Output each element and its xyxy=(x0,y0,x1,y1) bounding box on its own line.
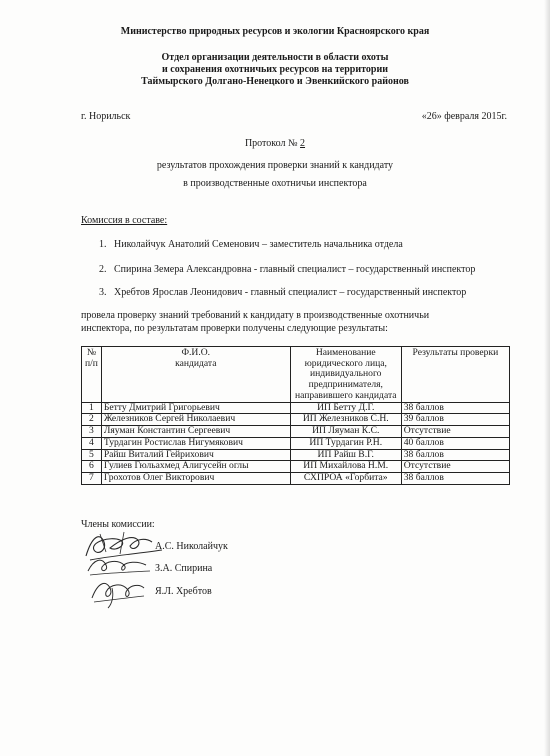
cell-org: ИП Михайлова Н.М. xyxy=(290,461,401,473)
results-table xyxy=(81,346,510,485)
department-line-2: и сохранения охотничьих ресурсов на территории xyxy=(162,64,388,75)
table-row xyxy=(82,437,510,449)
cell-fio: Бетту Дмитрий Григорьевич xyxy=(101,402,290,414)
cell-num: 6 xyxy=(82,461,102,473)
member-text: Спирина Земера Александровна - главный специалист – государственный инспектор xyxy=(114,264,476,275)
table-row xyxy=(82,461,510,473)
commission-member xyxy=(99,264,475,275)
table-header-row xyxy=(82,347,510,403)
cell-org: СХПРОА «Горбита» xyxy=(290,473,401,485)
table-row xyxy=(82,473,510,485)
protocol-title-prefix: Протокол № xyxy=(244,138,298,149)
cell-fio: Ляуман Константин Сергеевич xyxy=(101,426,290,438)
commission-member xyxy=(99,287,466,298)
header-org-line: Наименование xyxy=(315,347,376,358)
header-fio-line: Ф.И.О. xyxy=(181,347,211,358)
cell-fio: Райш Виталий Гейрихович xyxy=(101,449,290,461)
cell-score: 39 баллов xyxy=(401,414,509,426)
signature-name: А.С. Николайчук xyxy=(155,541,228,552)
cell-score: Отсутствие xyxy=(401,461,509,473)
protocol-title xyxy=(0,138,550,149)
protocol-number: 2 xyxy=(300,138,306,149)
scan-edge-shadow xyxy=(544,0,550,756)
intro-line-1: провела проверку знаний требований к кандидату в производственные охотничьи xyxy=(81,310,430,321)
cell-score: 38 баллов xyxy=(401,473,509,485)
cell-num: 1 xyxy=(82,402,102,414)
header-org-line: индивидуального xyxy=(310,368,382,380)
cell-org: ИП Райш В.Г. xyxy=(290,449,401,461)
header-num: № п/п xyxy=(82,347,102,403)
cell-num: 3 xyxy=(82,426,102,438)
header-org-line: предпринимателя, xyxy=(308,379,383,391)
cell-fio: Грохотов Олег Викторович xyxy=(101,473,290,485)
cell-org: ИП Ляуман К.С. xyxy=(290,426,401,438)
cell-num: 2 xyxy=(82,414,102,426)
cell-fio: Турдагин Ростислав Нигумякович xyxy=(101,437,290,449)
cell-fio: Железников Сергей Николаевич xyxy=(101,414,290,426)
cell-num: 5 xyxy=(82,449,102,461)
cell-score: 38 баллов xyxy=(401,402,509,414)
commission-member xyxy=(99,239,403,250)
protocol-subtitle-1: результатов прохождения проверки знаний к кандидату xyxy=(156,160,394,171)
cell-org: ИП Железников С.Н. xyxy=(290,414,401,426)
member-number: 1. xyxy=(99,239,107,250)
commission-heading: Комиссия в составе: xyxy=(81,215,168,226)
protocol-subtitle-2: в производственные охотничьи инспектора xyxy=(183,178,367,189)
document-date: «26» февраля 2015г. xyxy=(421,111,507,122)
cell-score: Отсутствие xyxy=(401,426,509,438)
signature-khrebtov xyxy=(84,574,150,610)
header-fio-line: кандидата xyxy=(175,357,217,369)
header-org xyxy=(290,347,401,403)
header-org-line: юридического лица, xyxy=(304,357,387,369)
cell-score: 40 баллов xyxy=(401,437,509,449)
ministry-title: Министерство природных ресурсов и экологии Красноярского края xyxy=(120,26,430,37)
cell-score: 38 баллов xyxy=(401,449,509,461)
city: г. Норильск xyxy=(81,111,131,122)
cell-num: 4 xyxy=(82,437,102,449)
member-text: Хребтов Ярослав Леонидович - главный специалист – государственный инспектор xyxy=(114,287,467,298)
signature-name: З.А. Спирина xyxy=(155,563,213,574)
department-line-3: Таймырского Долгано-Ненецкого и Эвенкийского районов xyxy=(141,76,409,87)
table-row xyxy=(82,402,510,414)
signature-name: Я.Л. Хребтов xyxy=(155,586,212,597)
intro-line-2: инспектора, по результатам проверки получены следующие результаты: xyxy=(81,323,388,334)
cell-org: ИП Бетту Д.Г. xyxy=(290,402,401,414)
table-row xyxy=(82,414,510,426)
cell-fio: Гулиев Гюльахмед Алигусейн оглы xyxy=(101,461,290,473)
cell-num: 7 xyxy=(82,473,102,485)
cell-org: ИП Турдагин Р.Н. xyxy=(290,437,401,449)
header-score: Результаты проверки xyxy=(401,347,509,403)
header-fio xyxy=(101,347,290,403)
table-row xyxy=(82,426,510,438)
member-number: 2. xyxy=(99,264,107,275)
table-row xyxy=(82,449,510,461)
signatures-heading: Члены комиссии: xyxy=(81,519,155,530)
header-org-line: направившего кандидата xyxy=(294,389,397,401)
department-line-1: Отдел организации деятельности в области охоты xyxy=(161,52,389,63)
member-number: 3. xyxy=(99,287,107,298)
member-text: Николайчук Анатолий Семенович – заместитель начальника отдела xyxy=(114,239,403,250)
